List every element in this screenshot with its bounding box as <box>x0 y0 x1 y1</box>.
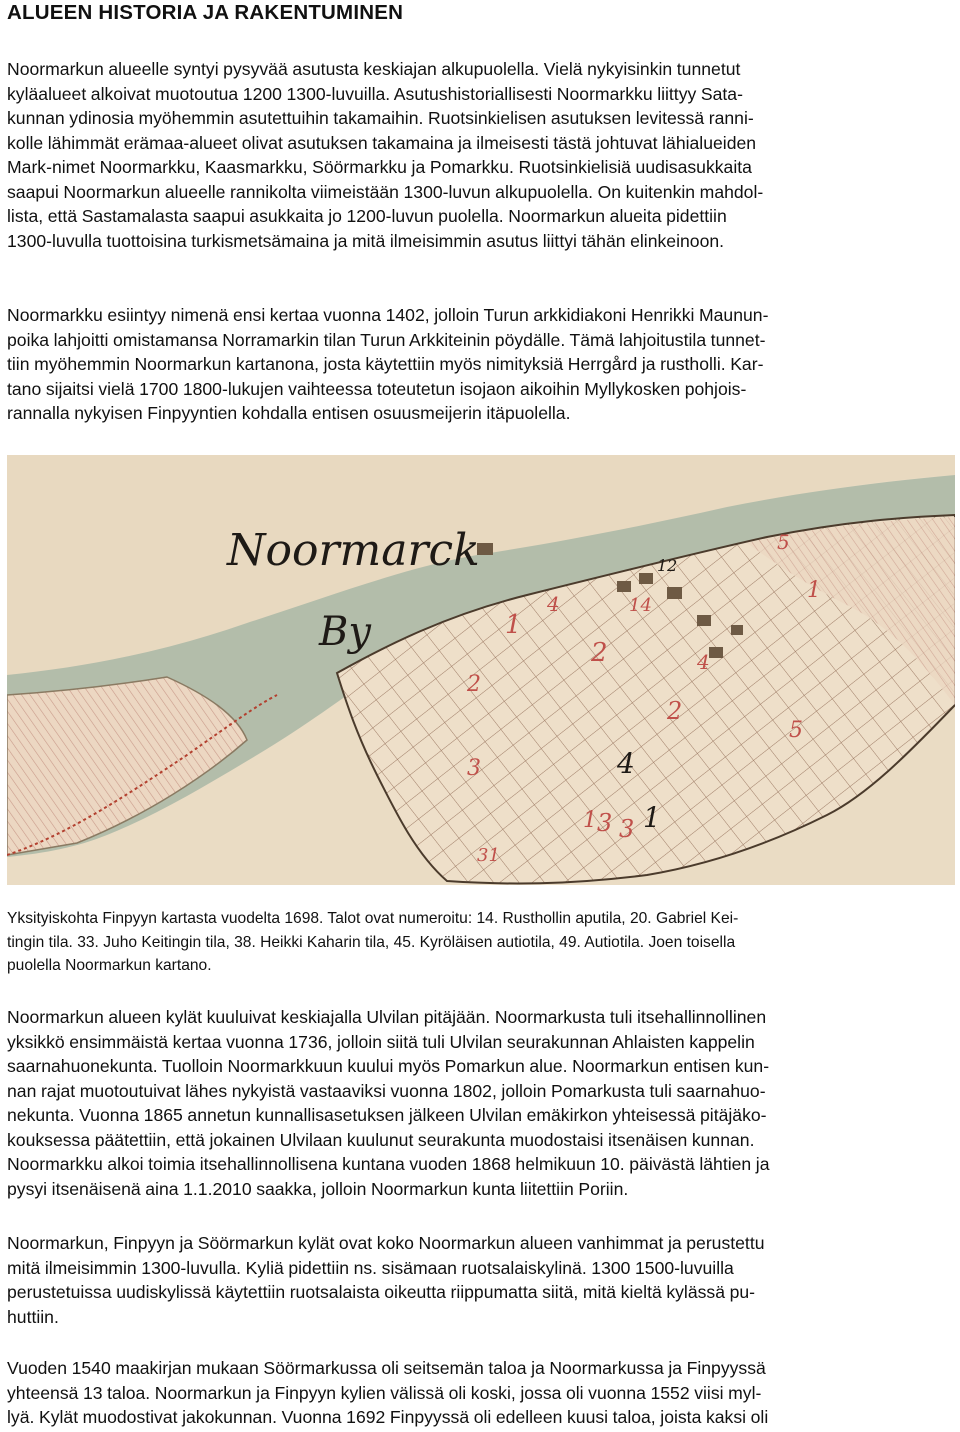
text-line: nekunta. Vuonna 1865 annetun kunnallisasetuksen jälkeen Ulvilan emäkirkon yhteisessä pitäjäko- <box>7 1105 767 1125</box>
text-line: nan rajat muotoutuivat lähes nykyistä vastaaviksi vuonna 1802, jolloin Pomarkusta tuli saarnahuo- <box>7 1080 766 1101</box>
text-line: Vuoden 1540 maakirjan mukaan Söörmarkussa oli seitsemän taloa ja Noormarkussa ja Finpyyssä <box>7 1358 766 1378</box>
text-line: saarnahuonekunta. Tuolloin Noormarkkuun kuului myös Pomarkun alue. Noormarkun entisen kun- <box>7 1056 770 1076</box>
map-subtitle: By <box>319 609 371 655</box>
paragraph-4 <box>7 1231 955 1329</box>
text-line: poika lahjoitti omistamansa Norramarkin tilan Turun Arkkiteinin pöydälle. Tämä lahjoitustila tunnet- <box>7 329 766 350</box>
plot-number: 3 <box>467 756 481 781</box>
section-heading: ALUEEN HISTORIA JA RAKENTUMINEN <box>7 1 404 24</box>
plot-number: 3 <box>597 809 613 837</box>
text-line: perustetuissa uudiskylissä käytettiin ruotsalaista oikeutta riippumatta siitä, mitä kieltä kylässä pu- <box>7 1282 756 1302</box>
text-line: lyä. Kylät muodostivat jakokunnan. Vuonna 1692 Finpyyssä oli edelleen kuusi taloa, joista kaksi oli <box>7 1407 769 1427</box>
plot-number: 14 <box>629 595 652 616</box>
text-line: lista, että Sastamalasta saapui asukkaita jo 1200-luvun puolella. Noormarkun alueita pidettiin <box>7 206 727 226</box>
text-line: 1300-luvulla tuottoisina turkismetsämaina ja mitä ilmeisimmin asutus liittyi tähän elinkeinoon. <box>7 230 725 251</box>
plot-number: 1 <box>807 578 821 603</box>
figure-caption <box>7 907 947 978</box>
text-line: kunnan ydinosia myöhemmin asutettuihin takamaihin. Ruotsinkielisen asutuksen levitessä ranni- <box>7 108 754 128</box>
historical-map-image <box>7 455 955 885</box>
plot-number: 5 <box>777 530 790 554</box>
text-line: Mark-nimet Noormarkku, Kaasmarkku, Söörmarkku ja Pomarkku. Ruotsinkielisiä uudisasukkaita <box>7 157 752 177</box>
text-line: Noormarkku esiintyy nimenä ensi kertaa vuonna 1402, jolloin Turun arkkidiakoni Henrikki Maunun- <box>7 305 769 325</box>
plot-number: 31 <box>477 845 500 866</box>
caption-line: Yksityiskohta Finpyyn kartasta vuodelta 1698. Talot ovat numeroitu: 14. Rusthollin aputila, 20. Gabriel Kei- <box>7 910 739 927</box>
text-line: kolle lähimmät erämaa-alueet olivat asutuksen takamaina ja ilmeisesti tästä johtuvat lähialueiden <box>7 132 757 153</box>
plot-number: 5 <box>789 718 803 743</box>
text-line: Noormarkku alkoi toimia itsehallinnollisena kuntana vuoden 1868 helmikuun 10. päivästä lähtien ja <box>7 1154 770 1174</box>
text-line: pysyi itsenäisenä aina 1.1.2010 saakka, jolloin Noormarkun kunta liitettiin Poriin. <box>7 1178 629 1199</box>
text-line: huttiin. <box>7 1306 59 1327</box>
plot-number: 1 <box>505 610 522 640</box>
caption-line: puolella Noormarkun kartano. <box>7 957 212 974</box>
text-line: kouksessa päätettiin, että jokainen Ulvilaan kuulunut seurakunta muodostaisi itsenäisen kunnan. <box>7 1129 755 1150</box>
text-line: Noormarkun, Finpyyn ja Söörmarkun kylät ovat koko Noormarkun alueen vanhimmat ja perustettu <box>7 1233 765 1253</box>
text-line: saapui Noormarkun alueelle rannikolta viimeistään 1300-luvun alkupuolella. On kuitenkin mahdol- <box>7 181 764 202</box>
paragraph-1 <box>7 57 955 253</box>
plot-number: 4 <box>547 592 560 616</box>
plot-number: 1 <box>643 801 661 834</box>
plot-number: 2 <box>591 638 608 668</box>
plot-number: 4 <box>617 747 635 780</box>
text-line: Noormarkun alueen kylät kuuluivat keskiajalla Ulvilan pitäjään. Noormarkusta tuli itsehallinnollinen <box>7 1007 767 1027</box>
map-title: Noormarck <box>227 525 480 576</box>
plot-number: 12 <box>657 556 678 575</box>
plot-number: 3 <box>619 815 635 843</box>
map-drawing <box>7 455 955 885</box>
text-line: yhteensä 13 taloa. Noormarkun ja Finpyyn kylien välissä oli koski, jossa oli vuonna 1552 viisi myl- <box>7 1382 762 1403</box>
text-line: Noormarkun alueelle syntyi pysyvää asutusta keskiajan alkupuolella. Vielä nykyisinkin tunnetut <box>7 59 741 79</box>
plot-number: 1 <box>583 808 597 833</box>
text-line: tiin myöhemmin Noormarkun kartanona, josta käytettiin myös nimityksiä Herrgård ja rustholli. Kar- <box>7 354 764 374</box>
paragraph-5 <box>7 1356 955 1430</box>
paragraph-2 <box>7 303 955 426</box>
caption-line: tingin tila. 33. Juho Keitingin tila, 38. Heikki Kaharin tila, 45. Kyröläisen autiotila, 49. Autiotila. Joen toisella <box>7 933 736 951</box>
text-line: mitä ilmeisimmin 1300-luvulla. Kyliä pidettiin ns. sisämaan ruotsalaiskylinä. 1300 1500-luvuilla <box>7 1257 734 1278</box>
text-line: yksikkö ensimmäistä kertaa vuonna 1736, jolloin siitä tuli Ulvilan seurakunnan Ahlaisten kappelin <box>7 1031 755 1052</box>
text-line: rannalla nykyisen Finpyyntien kohdalla entisen osuusmeijerin itäpuolella. <box>7 403 571 423</box>
text-line: kyläalueet alkoivat muotoutua 1200 1300-luvuilla. Asutushistoriallisesti Noormarkku liittyy Sata- <box>7 83 743 104</box>
plot-number: 2 <box>467 672 481 697</box>
plot-number: 2 <box>667 697 683 725</box>
text-line: tano sijaitsi vielä 1700 1800-lukujen vaihteessa toteutetun isojaon aikoihin Myllykosken pohjois- <box>7 378 747 399</box>
paragraph-3 <box>7 1005 955 1201</box>
plot-number: 4 <box>697 650 710 674</box>
